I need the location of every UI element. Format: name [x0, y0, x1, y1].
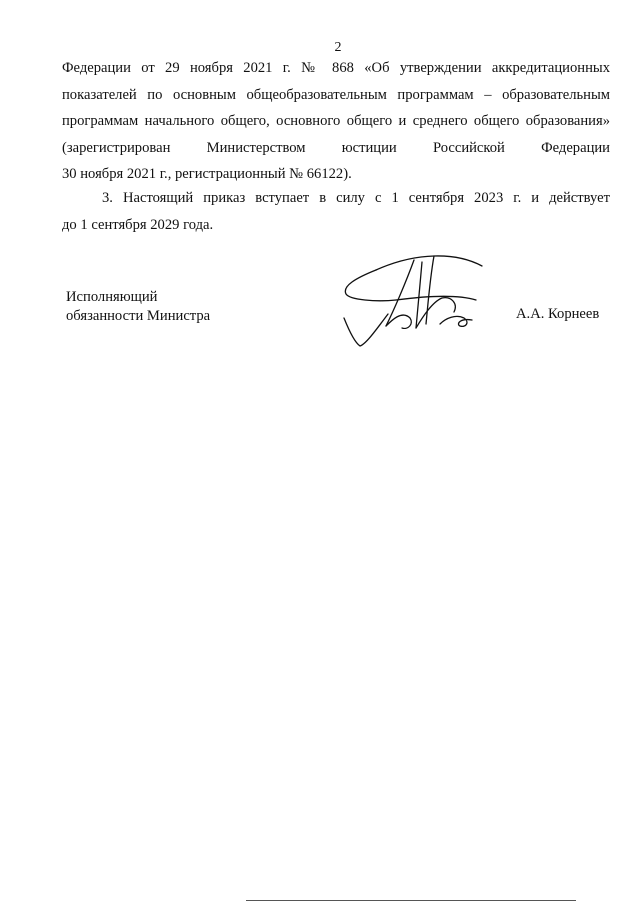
page-number: 2 — [334, 40, 342, 55]
text-line: Федерации от 29 ноября 2021 г. № 868 «Об утверждении аккредитационных — [62, 60, 610, 76]
paragraph-continuation — [62, 55, 610, 188]
signer-role-line: Исполняющий — [66, 289, 158, 305]
text-line: 30 ноября 2021 г., регистрационный № 66122). — [62, 166, 352, 182]
handwritten-signature — [336, 248, 492, 354]
signer-role-line: обязанности Министра — [66, 308, 211, 324]
page-edge-line — [246, 900, 576, 901]
signer-role — [66, 288, 210, 326]
text-line: показателей по основным общеобразовательным программам – образовательным — [62, 86, 610, 103]
signer-name: А.А. Корнеев — [516, 306, 600, 322]
text-line: программам начального общего, основного общего и среднего общего образования» — [62, 113, 610, 129]
text-line: до 1 сентября 2029 года. — [62, 216, 214, 233]
text-line: 3. Настоящий приказ вступает в силу с 1 сентября 2023 г. и действует — [102, 190, 610, 206]
paragraph-effective-date — [62, 185, 610, 238]
text-line: (зарегистрирован Министерством юстиции Российской Федерации — [62, 139, 610, 156]
